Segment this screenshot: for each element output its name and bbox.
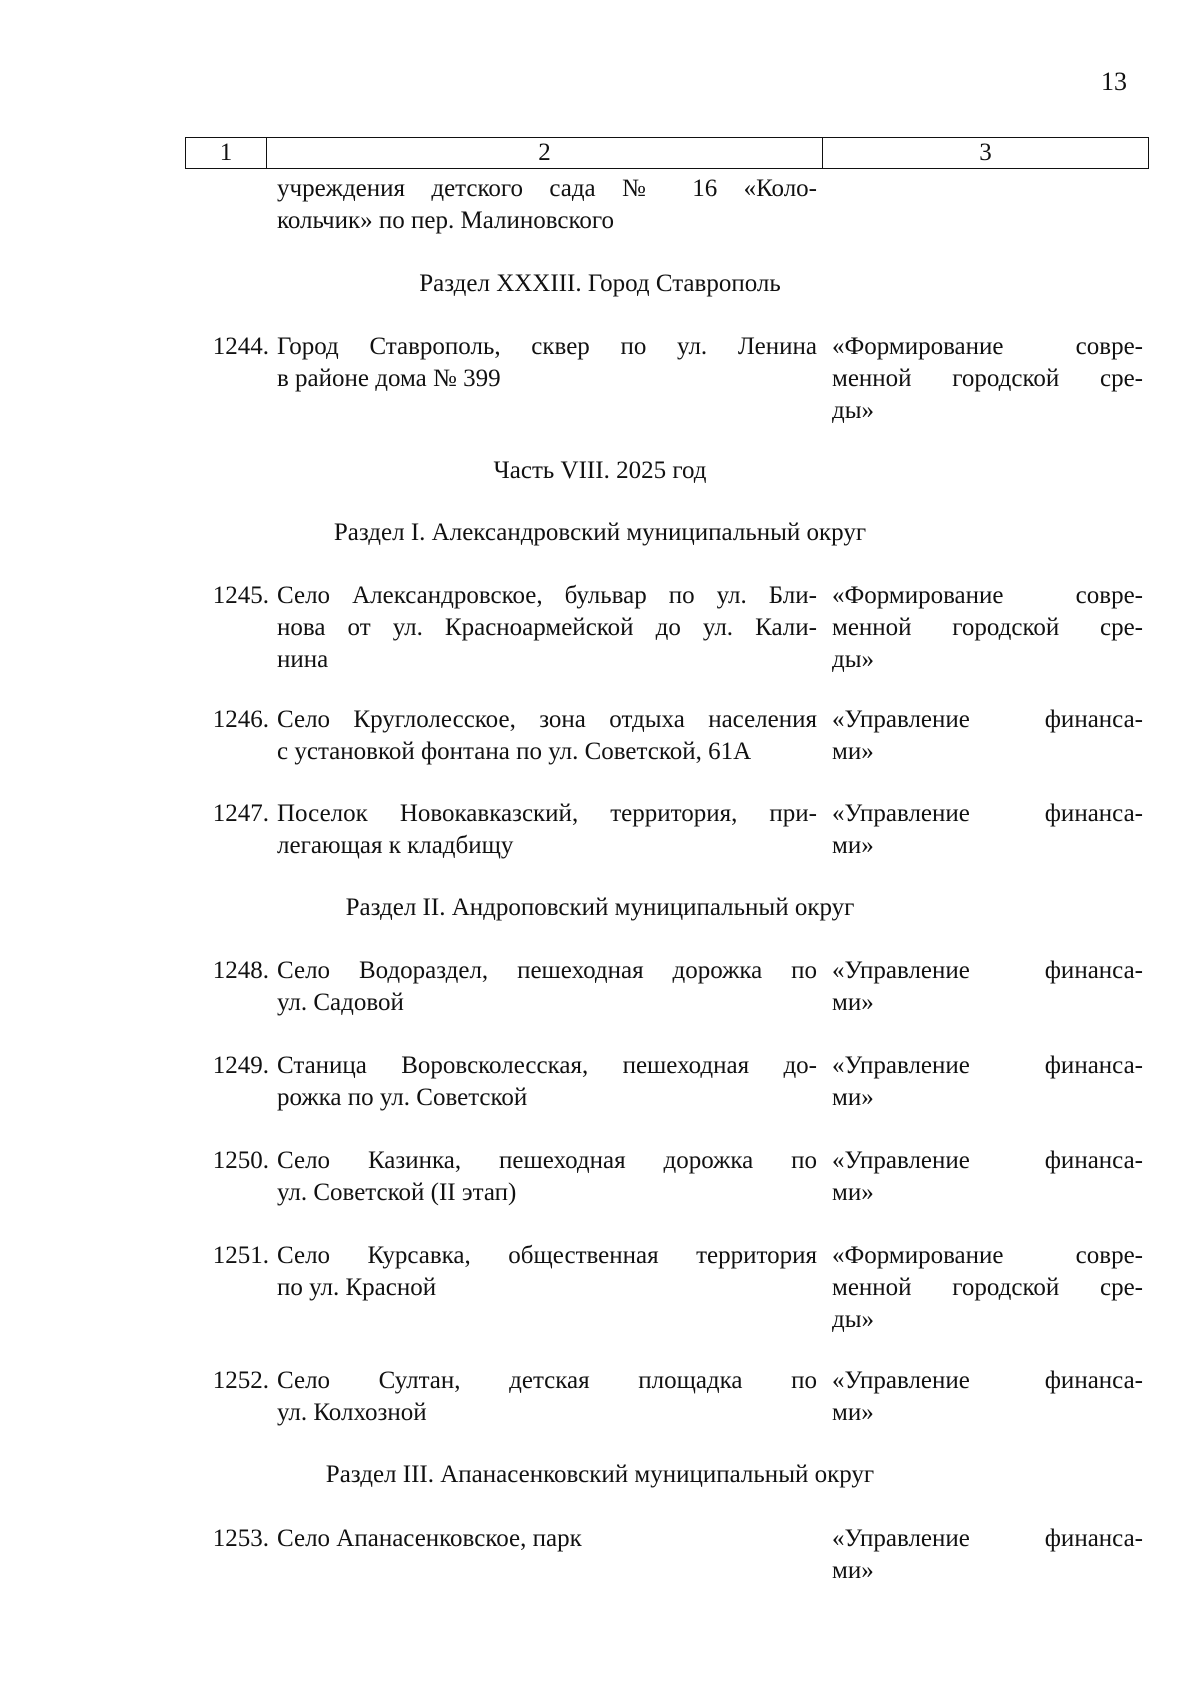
description-line: Село Александровское, бульвар по ул. Бли- (277, 582, 817, 609)
entry-number: 1251. (212, 1242, 269, 1269)
entry-program (832, 331, 1143, 427)
entry-program (832, 580, 1143, 676)
entry-program (832, 1240, 1143, 1336)
program-line: ми» (832, 1084, 874, 1111)
continuation-line: кольчик» по пер. Малиновского (277, 207, 615, 234)
description-line: в районе дома № 399 (277, 365, 501, 392)
program-line: «Управление финанса- (832, 706, 1143, 733)
part-heading: Часть VIII. 2025 год (493, 457, 707, 484)
description-line: Поселок Новокавказский, территория, при- (277, 800, 817, 827)
entry-number: 1246. (212, 706, 269, 733)
program-line: «Управление финанса- (832, 1147, 1143, 1174)
entry-program (832, 704, 1143, 768)
entry-program (832, 1145, 1143, 1209)
section-heading: Раздел II. Андроповский муниципальный округ (345, 894, 855, 921)
description-line: Село Казинка, пешеходная дорожка по (277, 1147, 817, 1174)
description-line: Станица Воровсколесская, пешеходная до- (277, 1052, 817, 1079)
entry-number: 1249. (212, 1052, 269, 1079)
entry-description (277, 1145, 817, 1209)
description-line: нина (277, 646, 329, 673)
description-line: по ул. Красной (277, 1274, 437, 1301)
description-line: рожка по ул. Советской (277, 1084, 528, 1111)
description-line: ул. Советской (II этап) (277, 1179, 517, 1206)
entry-program (832, 798, 1143, 862)
program-line: ми» (832, 989, 874, 1016)
description-line: Село Водораздел, пешеходная дорожка по (277, 957, 817, 984)
description-line: нова от ул. Красноармейской до ул. Кали- (277, 614, 817, 641)
program-line: «Формирование совре- (832, 333, 1143, 360)
program-line: менной городской сре- (832, 365, 1143, 392)
entry-program (832, 1523, 1143, 1587)
program-line: ми» (832, 1179, 874, 1206)
program-line: ды» (832, 1306, 875, 1333)
entry-number: 1252. (212, 1367, 269, 1394)
description-line: ул. Колхозной (277, 1399, 427, 1426)
column-header-2: 2 (267, 138, 823, 169)
entry-description (277, 798, 817, 862)
entry-description (277, 580, 817, 676)
page-number: 13 (1101, 67, 1127, 96)
section-heading: Раздел XXXIII. Город Ставрополь (419, 270, 781, 297)
section-heading: Раздел I. Александровский муниципальный округ (333, 519, 867, 546)
description-line: Село Круглолесское, зона отдыха населения (277, 706, 817, 733)
description-line: Село Курсавка, общественная территория (277, 1242, 817, 1269)
program-line: ды» (832, 397, 875, 424)
column-header-3: 3 (823, 138, 1149, 169)
section-heading: Раздел III. Апанасенковский муниципальный округ (325, 1461, 875, 1488)
continuation-line: учреждения детского сада № 16 «Коло- (277, 175, 817, 202)
program-line: менной городской сре- (832, 1274, 1143, 1301)
description-line: Город Ставрополь, сквер по ул. Ленина (277, 333, 817, 360)
program-line: ды» (832, 646, 875, 673)
entry-description (277, 955, 817, 1019)
entry-number: 1247. (212, 800, 269, 827)
entry-number: 1244. (212, 333, 269, 360)
continuation-description (277, 173, 817, 237)
entry-program (832, 1365, 1143, 1429)
program-line: «Формирование совре- (832, 582, 1143, 609)
description-line: легающая к кладбищу (277, 832, 514, 859)
entry-number: 1250. (212, 1147, 269, 1174)
entry-description (277, 1365, 817, 1429)
program-line: «Формирование совре- (832, 1242, 1143, 1269)
entry-number: 1253. (212, 1525, 269, 1552)
entry-description (277, 1050, 817, 1114)
program-line: «Управление финанса- (832, 800, 1143, 827)
description-line: ул. Садовой (277, 989, 404, 1016)
entry-description (277, 331, 817, 395)
program-line: менной городской сре- (832, 614, 1143, 641)
entry-program (832, 1050, 1143, 1114)
program-line: ми» (832, 1399, 874, 1426)
program-line: «Управление финанса- (832, 1525, 1143, 1552)
description-line: с установкой фонтана по ул. Советской, 61А (277, 738, 752, 765)
entry-description (277, 1240, 817, 1304)
program-line: «Управление финанса- (832, 1367, 1143, 1394)
entry-program (832, 955, 1143, 1019)
description-line: Село Султан, детская площадка по (277, 1367, 817, 1394)
entry-description (277, 704, 817, 768)
description-line: Село Апанасенковское, парк (277, 1525, 582, 1552)
program-line: ми» (832, 832, 874, 859)
program-line: «Управление финанса- (832, 1052, 1143, 1079)
column-header-row (186, 138, 1149, 169)
program-line: ми» (832, 738, 874, 765)
column-header-table (185, 137, 1149, 169)
program-line: ми» (832, 1557, 874, 1584)
program-line: «Управление финанса- (832, 957, 1143, 984)
column-header-1: 1 (186, 138, 267, 169)
entry-description (277, 1523, 817, 1555)
entry-number: 1245. (212, 582, 269, 609)
entry-number: 1248. (212, 957, 269, 984)
